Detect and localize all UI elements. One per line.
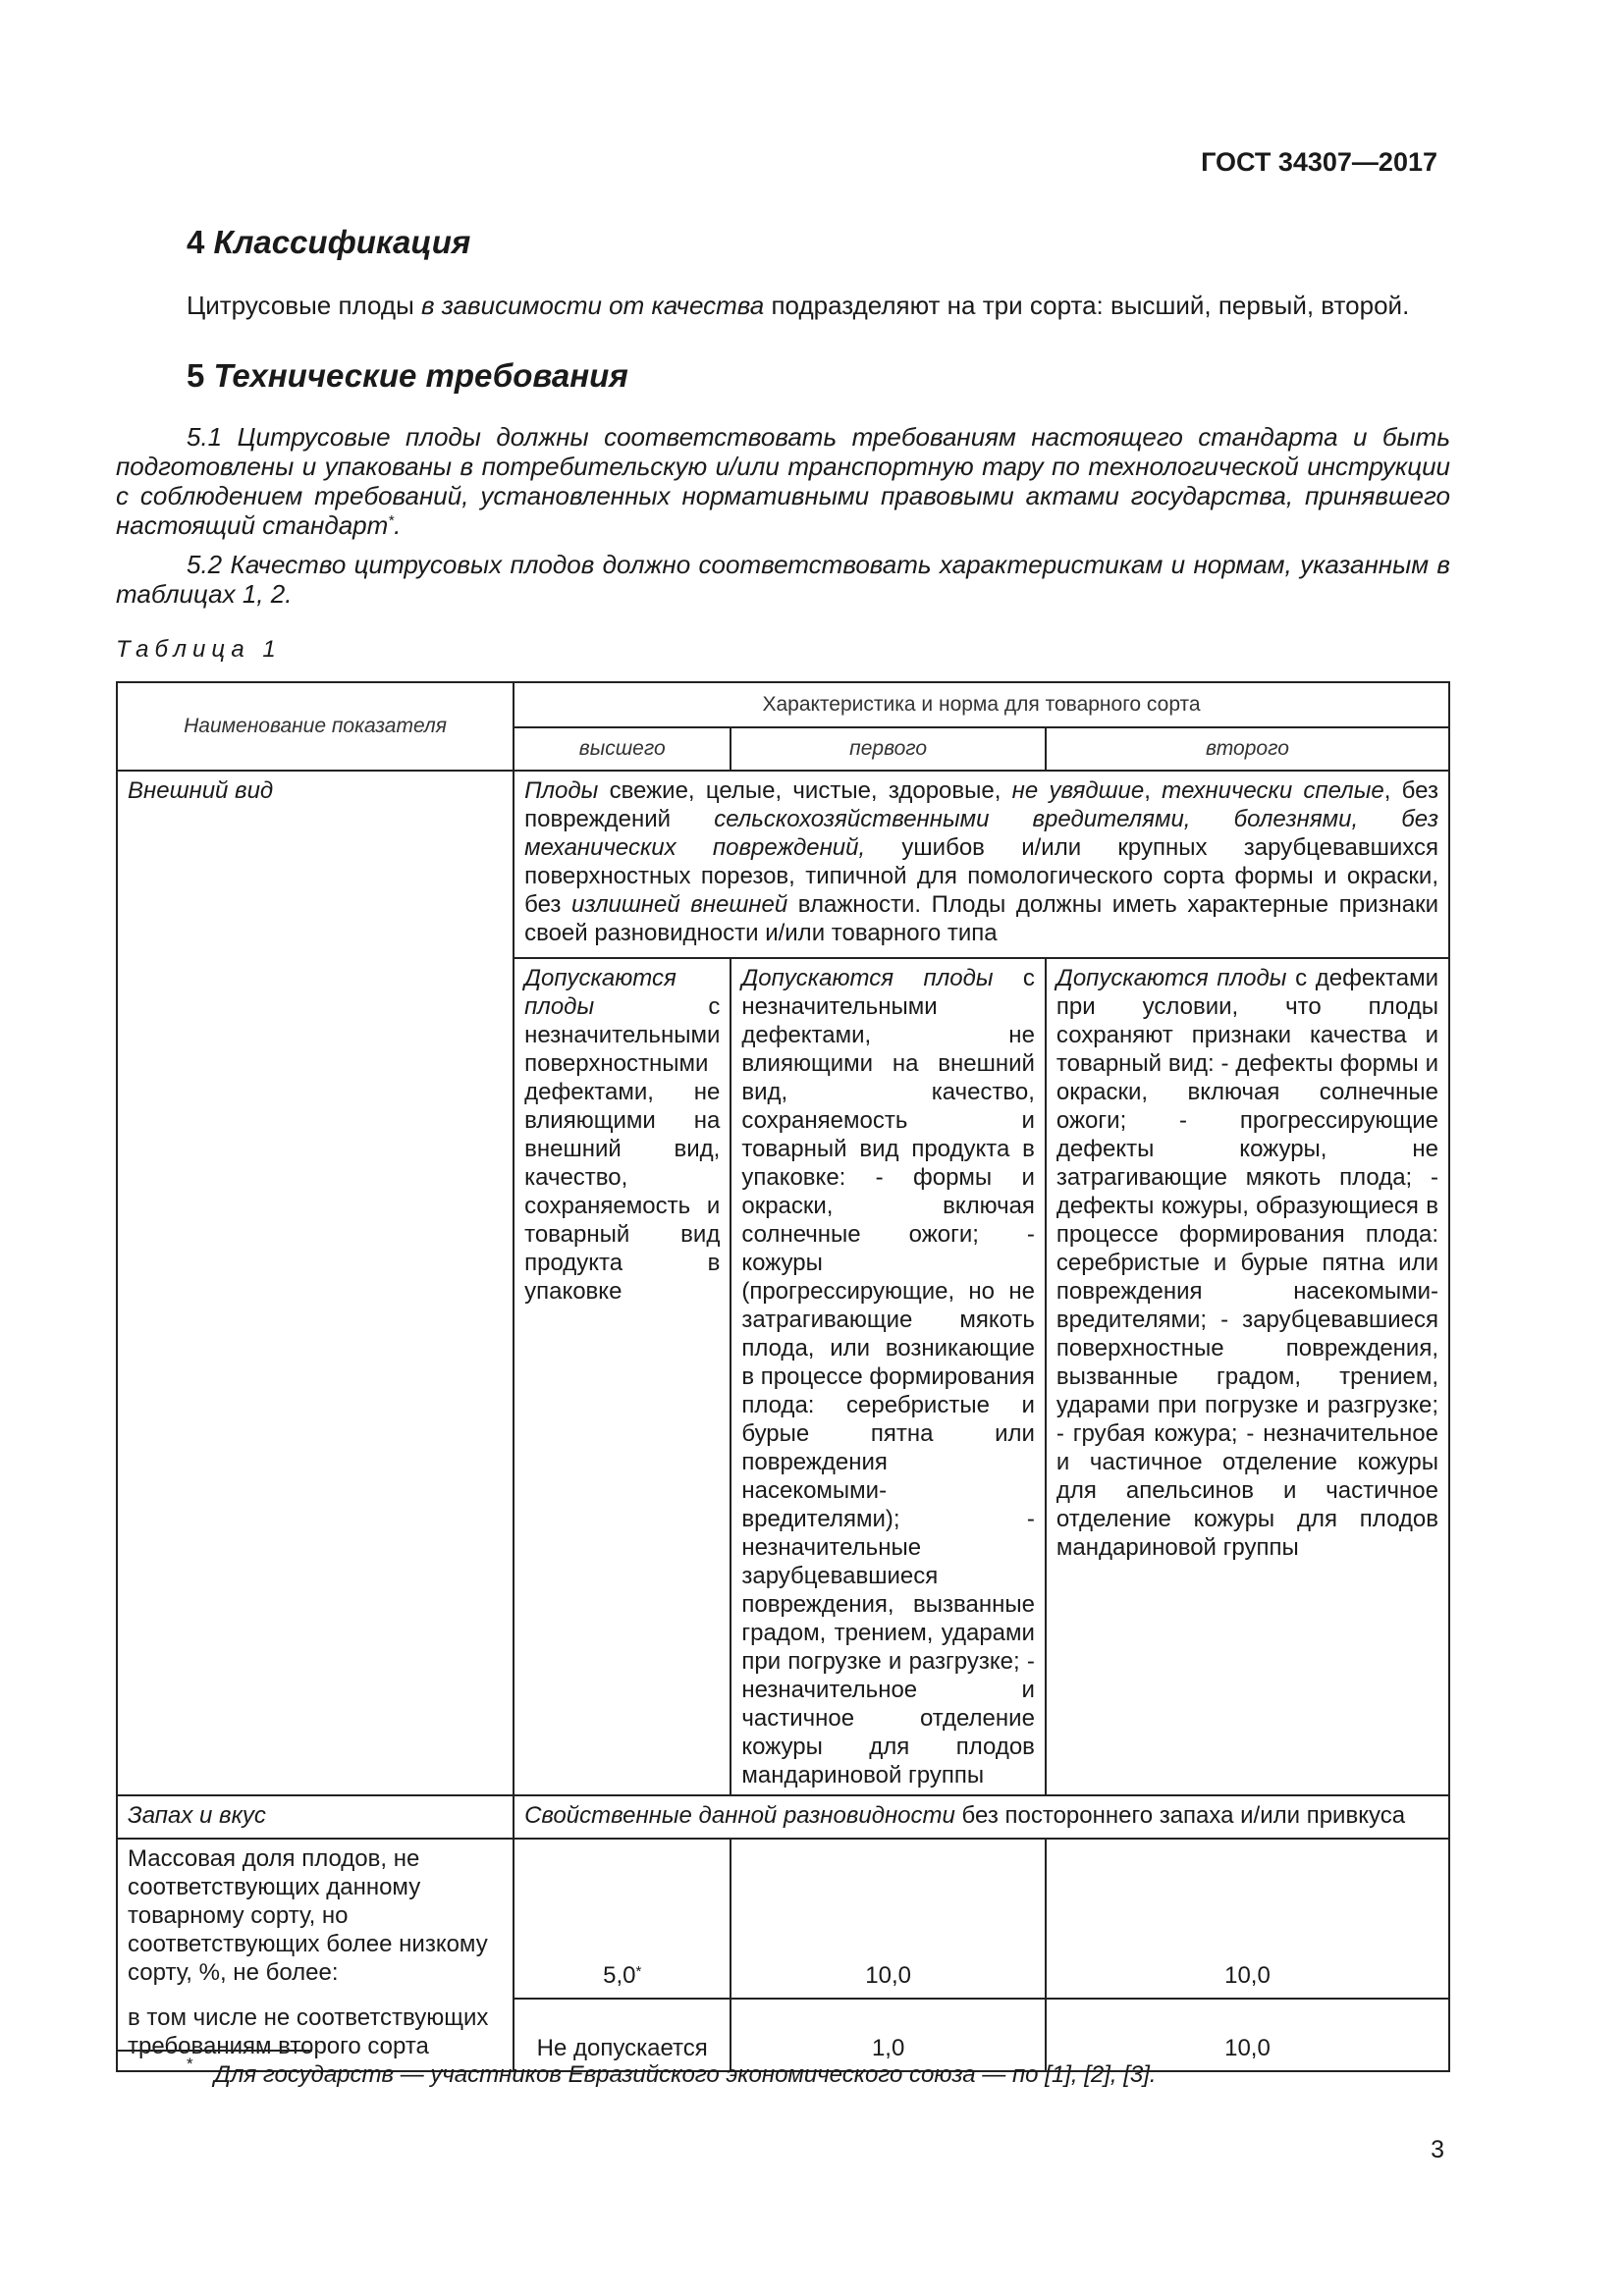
page-number: 3	[1431, 2136, 1444, 2163]
incl-second: 10,0	[1046, 1999, 1449, 2071]
smell-value: Свойственные данной разновидности без постороннего запаха и/или привкуса	[514, 1795, 1449, 1839]
header-grade-first: первого	[731, 727, 1046, 771]
footnote-mark: *	[187, 2055, 193, 2073]
appearance-common: Плоды свежие, целые, чистые, здоровые, не увядшие, технически спелые, без повреждений сельскохозяйственными вредителями, болезнями, без механических повреждений, ушибов и/или крупных зарубцевавшихся поверхностных порезов, типичной для помологического сорта формы и окраски, без излишней внешней влажности. Плоды должны иметь характерные признаки своей разновидности и/или товарного типа	[514, 771, 1449, 958]
section-5-heading: 5 Технические требования	[187, 357, 628, 394]
table-caption: Таблица 1	[116, 636, 282, 663]
section-4-heading: 4 Классификация	[187, 224, 471, 260]
row-mass-label: Массовая доля плодов, не соответствующих данному товарному сорту, но соответствующих более низкому сорту, %, не более:	[117, 1839, 514, 1999]
standard-number: ГОСТ 34307—2017	[1201, 147, 1437, 177]
mass-first: 10,0	[731, 1839, 1046, 1999]
incl-high: Не допускается	[514, 1999, 731, 2071]
footnote-text: Для государств — участников Евразийского экономического союза — по [1], [2], [3].	[214, 2061, 1157, 2088]
incl-first: 1,0	[731, 1999, 1046, 2071]
row-appearance-label: Внешний вид	[117, 771, 514, 1795]
appearance-first: Допускаются плоды с незначительными дефектами, не влияющими на внешний вид, качество, сохраняемость и товарный вид продукта в упаковке: - формы и окраски, включая солнечные ожоги; - кожуры (прогрессирующие, но не затрагивающие мякоть плода, или возникающие в процессе формирования плода: серебристые и бурые пятна или повреждения насекомыми-вредителями); - незначительные зарубцевавшиеся повреждения, вызванные градом, трением, ударами при погрузке и разгрузке; - незначительное и частичное отделение кожуры для плодов мандариновой группы	[731, 958, 1046, 1795]
appearance-high: Допускаются плоды с незначительными поверхностными дефектами, не влияющими на внешний вид, качество, сохраняемость и товарный вид продукта в упаковке	[514, 958, 731, 1795]
section-4-title: Классификация	[213, 224, 471, 260]
mass-second: 10,0	[1046, 1839, 1449, 1999]
section-4-paragraph: Цитрусовые плоды в зависимости от качества подразделяют на три сорта: высший, первый, второй.	[187, 291, 1410, 320]
quality-table	[116, 681, 1450, 2072]
header-grade-group: Характеристика и норма для товарного сорта	[514, 682, 1449, 727]
header-grade-second: второго	[1046, 727, 1449, 771]
row-smell-label: Запах и вкус	[117, 1795, 514, 1839]
appearance-second: Допускаются плоды с дефектами при условии, что плоды сохраняют признаки качества и товарный вид: - дефекты формы и окраски, включая солнечные ожоги; - прогрессирующие дефекты кожуры, не затрагивающие мякоть плода; - дефекты кожуры, образующиеся в процессе формирования плода: серебристые и бурые пятна или повреждения насекомыми-вредителями; - зарубцевавшиеся поверхностные повреждения, вызванные градом, трением, ударами при погрузке и разгрузке; - грубая кожура; - незначительное и частичное отделение кожуры для апельсинов и частичное отделение кожуры для плодов мандариновой группы	[1046, 958, 1449, 1795]
paragraph-5-2: 5.2 Качество цитрусовых плодов должно соответствовать характеристикам и нормам, указанным в таблицах 1, 2.	[116, 550, 1450, 609]
header-indicator: Наименование показателя	[117, 682, 514, 771]
row-incl-label: в том числе не соответствующих требованиям второго сорта	[117, 1999, 514, 2071]
section-5-title: Технические требования	[213, 357, 628, 394]
paragraph-5-1: 5.1 Цитрусовые плоды должны соответствовать требованиям настоящего стандарта и быть подготовлены и упакованы в потребительскую и/или транспортную тару по технологической инструкции с соблюдением требований, установленных нормативными правовыми актами государства, принявшего настоящий стандарт*.	[116, 422, 1450, 540]
footnote-divider	[116, 2050, 312, 2052]
mass-high: 5,0*	[514, 1839, 731, 1999]
header-grade-high: высшего	[514, 727, 731, 771]
